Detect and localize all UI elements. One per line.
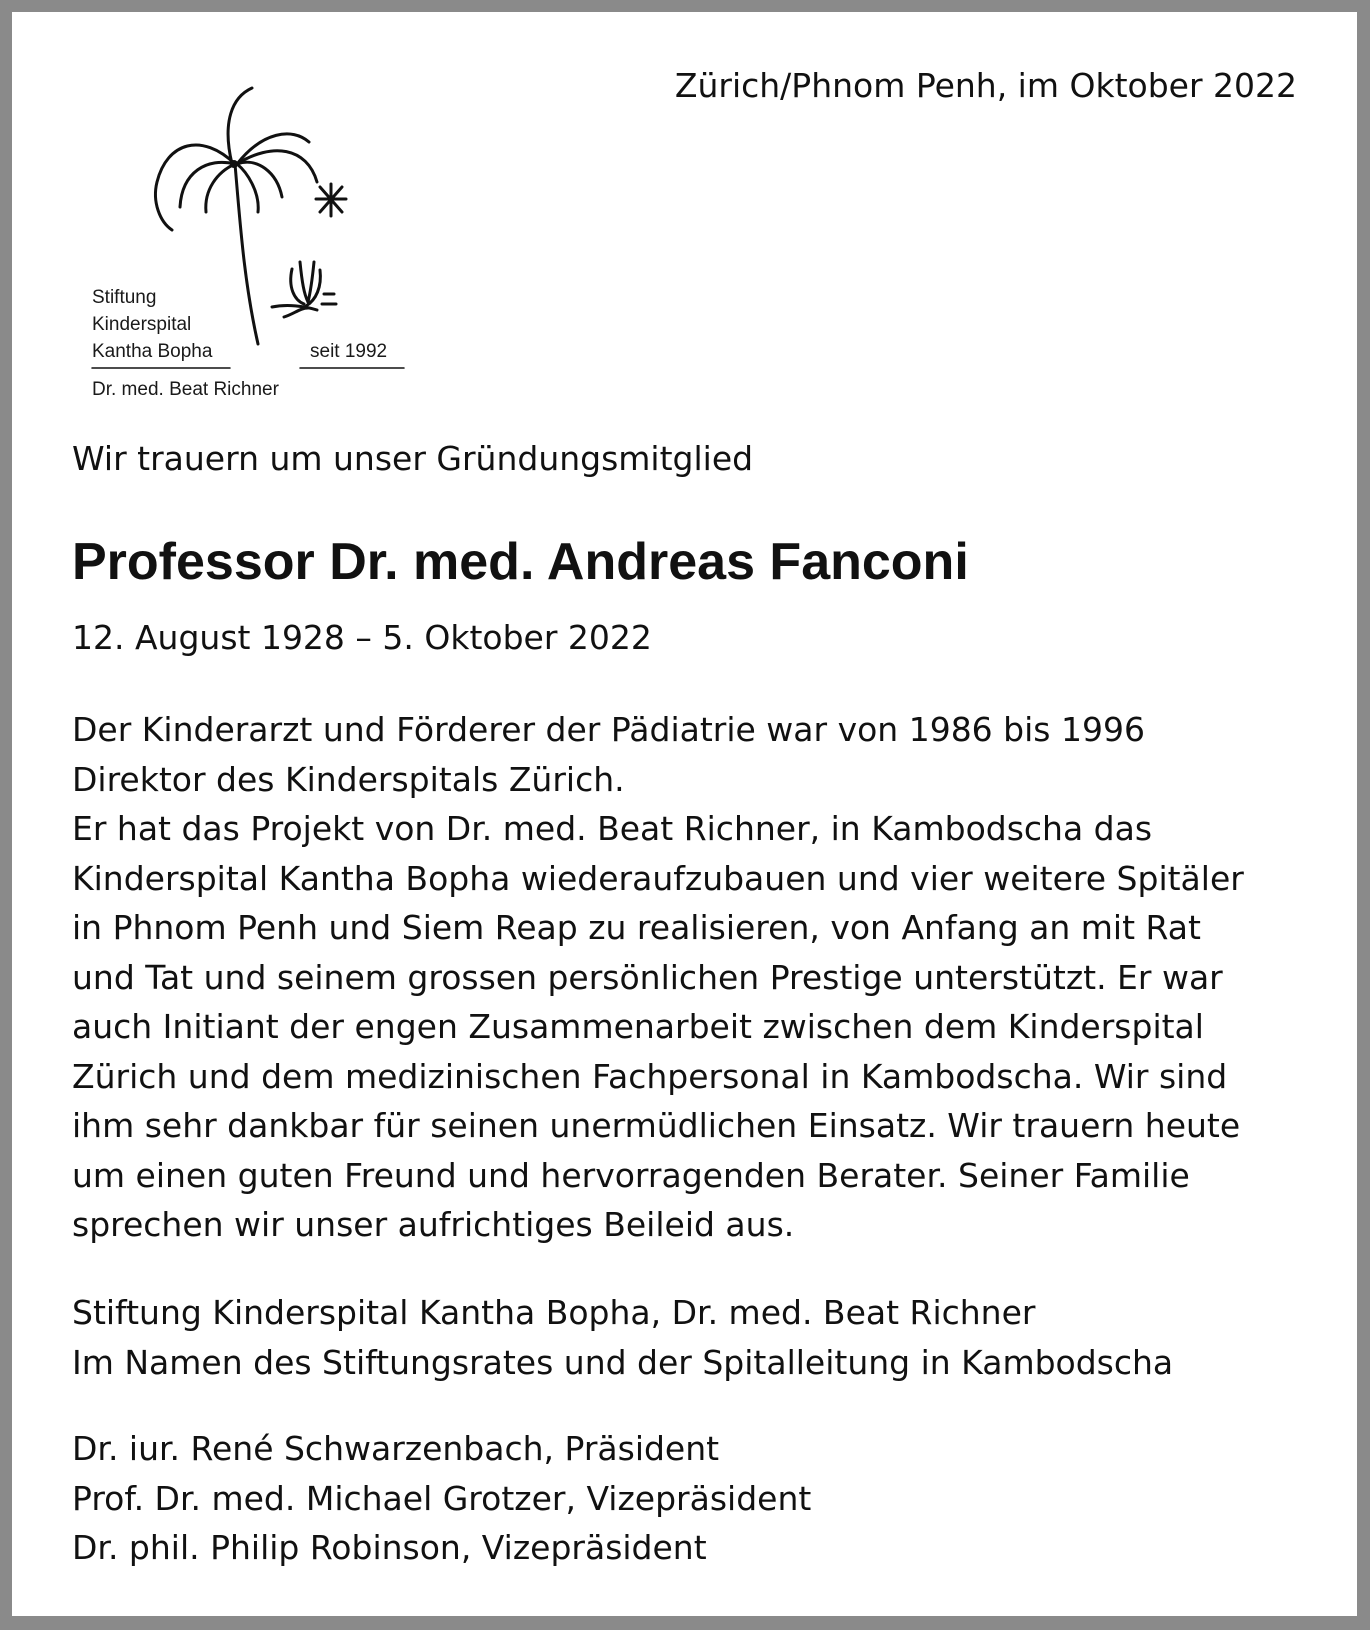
- body-paragraph-2: Er hat das Projekt von Dr. med. Beat Richner, in Kambodscha das Kinderspital Kantha Bopha wiederaufzubauen und vier weitere Spitäler in Phnom Penh und Siem Reap zu realisieren, von Anfang an mit Rat und Tat und seinem grossen persönlichen Prestige unterstützt. Er war auch Initiant der engen Zusammenarbeit zwischen dem Kinderspital Zürich und dem medizinischen Fachpersonal in Kambodscha. Wir sind ihm sehr dankbar für seinen unermüdlichen Einsatz. Wir trauern heute um einen guten Freund und hervorragenden Berater. Seiner Familie sprechen wir unser aufrichtiges Beileid aus.: [72, 809, 1244, 1244]
- foundation-logo: [72, 72, 432, 432]
- obituary-notice: [12, 12, 1357, 1616]
- signer: Dr. phil. Philip Robinson, Vizepräsident: [72, 1528, 707, 1567]
- signoff-line-2: Im Namen des Stiftungsrates und der Spitalleitung in Kambodscha: [72, 1342, 1174, 1382]
- signoff: [72, 1288, 1173, 1387]
- dateline: Zürich/Phnom Penh, im Oktober 2022: [674, 66, 1297, 105]
- life-dates: 12. August 1928 – 5. Oktober 2022: [72, 618, 652, 657]
- logo-org-line1: Stiftung: [92, 287, 157, 308]
- signers-list: [72, 1424, 811, 1573]
- logo-org-line3: Kantha Bopha: [92, 341, 213, 362]
- logo-org-line2: Kinderspital: [92, 314, 192, 335]
- intro-text: Wir trauern um unser Gründungsmitglied: [72, 439, 754, 478]
- obituary-body: [72, 705, 1312, 1250]
- deceased-name: Professor Dr. med. Andreas Fanconi: [72, 533, 969, 591]
- logo-since: seit 1992: [310, 341, 388, 362]
- signer: Prof. Dr. med. Michael Grotzer, Vizepräsident: [72, 1478, 812, 1518]
- body-paragraph-1: Der Kinderarzt und Förderer der Pädiatrie war von 1986 bis 1996 Direktor des Kinderspitals Zürich.: [72, 710, 1145, 799]
- logo-founder: Dr. med. Beat Richner: [92, 379, 279, 400]
- signer: Dr. iur. René Schwarzenbach, Präsident: [72, 1429, 720, 1468]
- signoff-line-1: Stiftung Kinderspital Kantha Bopha, Dr. med. Beat Richner: [72, 1293, 1036, 1332]
